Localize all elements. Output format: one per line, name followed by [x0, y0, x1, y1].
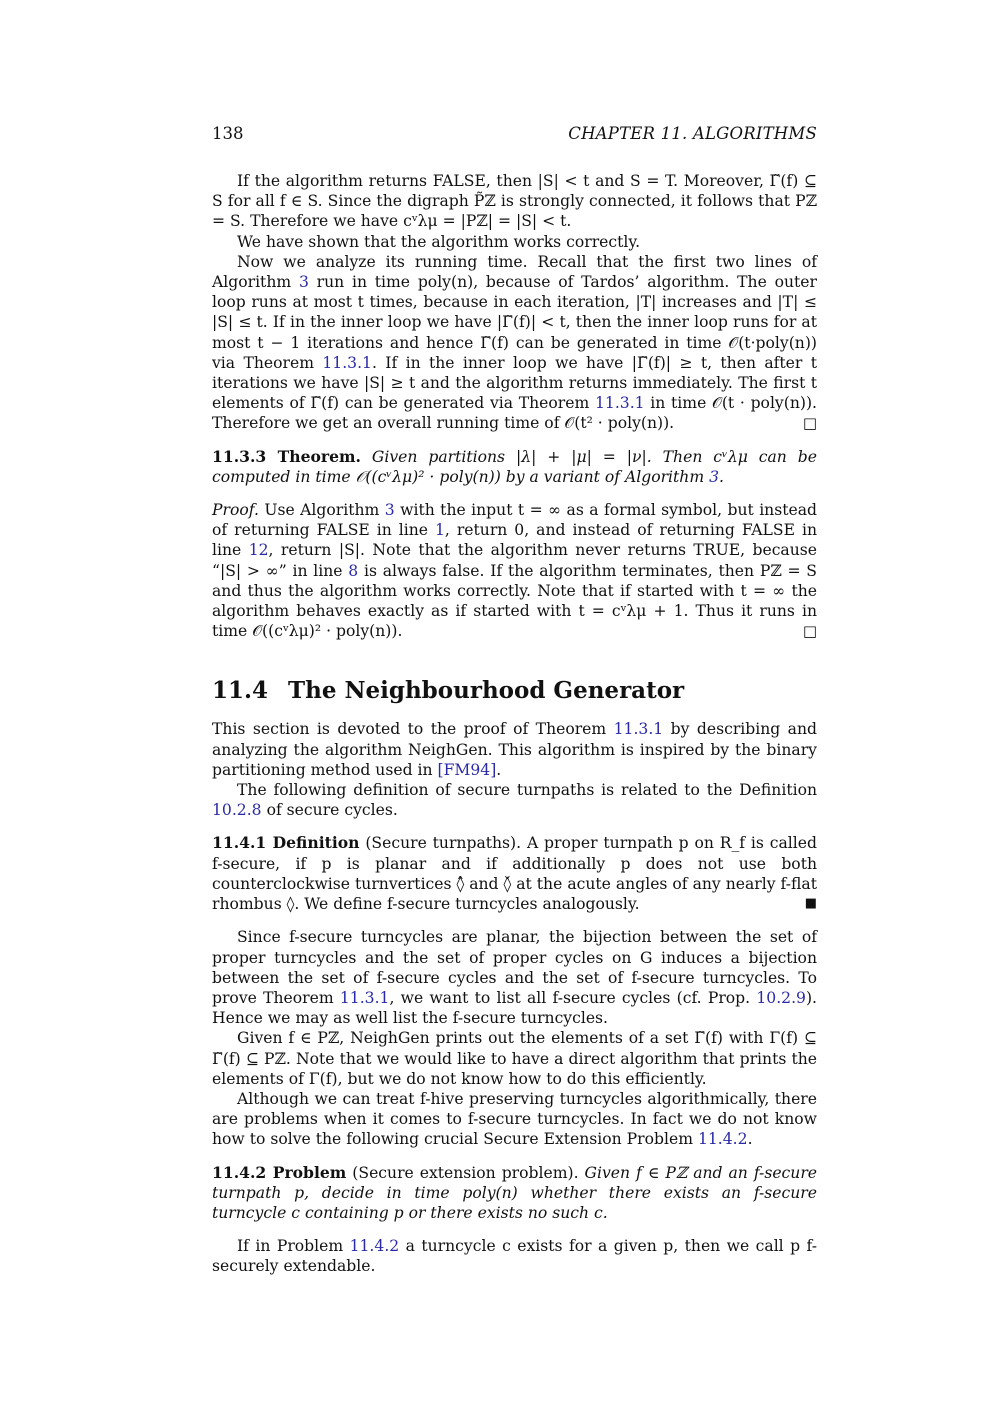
problem-label: 11.4.2 Problem: [212, 1162, 347, 1182]
text-run: (Secure turnpaths). A proper turnpath p on R_f is called f-secure, if p is planar and if additionally p does not use both counterclockwise turnvertices ◊̂ and ◊̌ at the acute angles of any nearly f-flat rhombus ◊. We define f-secure turncycles analogously.: [212, 834, 817, 914]
text-run: in time 𝒪(t · poly(n)). Therefore we get an overall running time of 𝒪(t² · poly(n)).: [212, 394, 817, 433]
qed-symbol: □: [802, 622, 817, 641]
text-run: ). Hence we may as well list the f-secure turncycles.: [212, 988, 818, 1028]
text-run: .: [719, 467, 724, 486]
link-theorem-11-3-1[interactable]: 11.3.1: [613, 720, 664, 739]
link-algorithm-3[interactable]: 3: [384, 501, 395, 520]
text-run: is always false. If the algorithm terminates, then Pℤ = S and thus the algorithm works correctly. Note that if started with t = ∞ the algorithm behaves exactly as if started with t = cᵛλμ + 1. Thus it runs in time 𝒪((cᵛλμ)² · poly(n)).: [212, 561, 817, 641]
proof: [212, 500, 817, 641]
paragraph-correctness: We have shown that the algorithm works correctly.: [237, 232, 641, 251]
qed-symbol: □: [802, 414, 817, 433]
link-theorem-11-3-1[interactable]: 11.3.1: [339, 988, 390, 1007]
text-run: a turncycle c exists for a given p, then we call p f-securely extendable.: [212, 1237, 818, 1276]
link-algorithm-3[interactable]: 3: [298, 273, 309, 292]
definition-label: 11.4.1 Definition: [212, 833, 360, 853]
running-header: [212, 124, 817, 146]
link-line-1[interactable]: 1: [434, 521, 445, 540]
text-run: This section is devoted to the proof of Theorem: [212, 720, 614, 739]
section-heading: [212, 676, 817, 706]
link-problem-11-4-2[interactable]: 11.4.2: [349, 1237, 400, 1256]
text-run: , return 0, and instead of returning FALSE in line: [212, 521, 817, 560]
section-number: 11.4: [212, 677, 269, 705]
text-run: The following definition of secure turnpaths is related to the Definition: [237, 781, 817, 800]
link-problem-11-4-2[interactable]: 11.4.2: [697, 1130, 748, 1149]
chapter-title: CHAPTER 11. ALGORITHMS: [568, 124, 817, 143]
link-theorem-11-3-1[interactable]: 11.3.1: [594, 394, 645, 413]
text-run: (Secure extension problem).: [346, 1163, 579, 1182]
link-line-8[interactable]: 8: [348, 561, 359, 580]
text-run: run in time poly(n), because of Tardos’ algorithm. The outer loop runs at most t times, because in each iteration, |T| increases and |T| ≤ |S| ≤ t. If in the inner loop we have |Γ̃(f)| < t, then the inner loop runs for at most t − 1 iterations and hence Γ̃(f) can be generated in time 𝒪(t·poly(n)) via Theorem: [212, 273, 817, 372]
text-run: , return |S|. Note that the algorithm never returns TRUE, because “|S| > ∞” in line: [212, 541, 818, 580]
link-citation-fm94[interactable]: [FM94]: [437, 760, 497, 779]
paragraph-securely-extendable: [212, 1236, 817, 1276]
text-run: Given partitions |λ| + |μ| = |ν|. Then cᵛλμ can be computed in time 𝒪((cᵛλμ)² · poly(n)) by a variant of Algorithm: [212, 447, 817, 486]
link-prop-10-2-9[interactable]: 10.2.9: [756, 988, 806, 1007]
text-run: Although we can treat f-hive preserving turncycles algorithmically, there are problems when it comes to f-secure turncycles. In fact we do not know how to solve the following crucial Secure Extension Problem: [212, 1089, 817, 1149]
problem-11-4-2: [212, 1163, 817, 1224]
paragraph-definition-intro: [212, 780, 817, 820]
text-run: . If in the inner loop we have |Γ̃(f)| ≥ t, then after t iterations we have |S| ≥ t and the algorithm returns immediately. The first t elements of Γ̃(f) can be generated via Theorem: [212, 353, 817, 413]
text-run: , we want to list all f-secure cycles (cf. Prop.: [389, 988, 757, 1007]
text-run: Given f ∈ Pℤ and an f-secure turnpath p, decide in time poly(n) whether there exists an f-secure turncycle c containing p or there exists no such c.: [212, 1163, 818, 1222]
theorem-label: 11.3.3 Theorem.: [212, 446, 361, 466]
paragraph-neighgen: Given f ∈ Pℤ, NeighGen prints out the elements of a set Γ̃(f) with Γ(f) ⊆ Γ̃(f) ⊆ Pℤ. Note that we would like to have a direct algorithm that prints the elements of Γ(f), but we do not know how to do this efficiently.: [212, 1029, 817, 1088]
paragraph-false-case: If the algorithm returns FALSE, then |S| < t and S = T. Moreover, Γ̃(f) ⊆ S for all f ∈ S. Since the digraph P̃ℤ is strongly connected, it follows that Pℤ = S. Therefore we have cᵛλμ = |Pℤ| = |S| < t.: [212, 172, 817, 231]
text-run: If in Problem: [237, 1237, 350, 1256]
paragraph-section-intro: [212, 719, 817, 780]
text-run: .: [747, 1130, 753, 1149]
theorem-11-3-3: [212, 447, 817, 487]
page-number: 138: [212, 124, 244, 143]
text-run: Use Algorithm: [258, 501, 385, 520]
text-run: Now we analyze its running time. Recall that the first two lines of Algorithm: [212, 252, 817, 292]
text-run: of secure cycles.: [261, 801, 398, 820]
link-theorem-11-3-1[interactable]: 11.3.1: [322, 353, 372, 372]
link-line-12[interactable]: 12: [248, 541, 269, 560]
text-run: by describing and analyzing the algorithm NeighGen. This algorithm is inspired by the binary partitioning method used in: [212, 720, 817, 779]
end-of-definition-symbol: ■: [804, 896, 817, 912]
page-body: [212, 171, 817, 1277]
proof-label: Proof.: [212, 501, 259, 520]
section-title: The Neighbourhood Generator: [288, 677, 685, 705]
paragraph-hive-preserving: [212, 1089, 817, 1150]
paragraph-running-time: [212, 252, 817, 434]
text-run: Since f-secure turncycles are planar, the bijection between the set of proper turncycles and the set of proper cycles on G induces a bijection between the set of f-secure cycles and the set of f-secure turncycles. To prove Theorem: [212, 928, 817, 1007]
link-algorithm-3[interactable]: 3: [709, 467, 720, 486]
text-run: .: [496, 760, 502, 779]
paragraph-secure-turncycles: [212, 927, 817, 1028]
text-run: with the input t = ∞ as a formal symbol, but instead of returning FALSE in line: [212, 501, 817, 540]
definition-11-4-1: [212, 833, 817, 914]
link-definition-10-2-8: 10.2.8: [212, 801, 262, 820]
